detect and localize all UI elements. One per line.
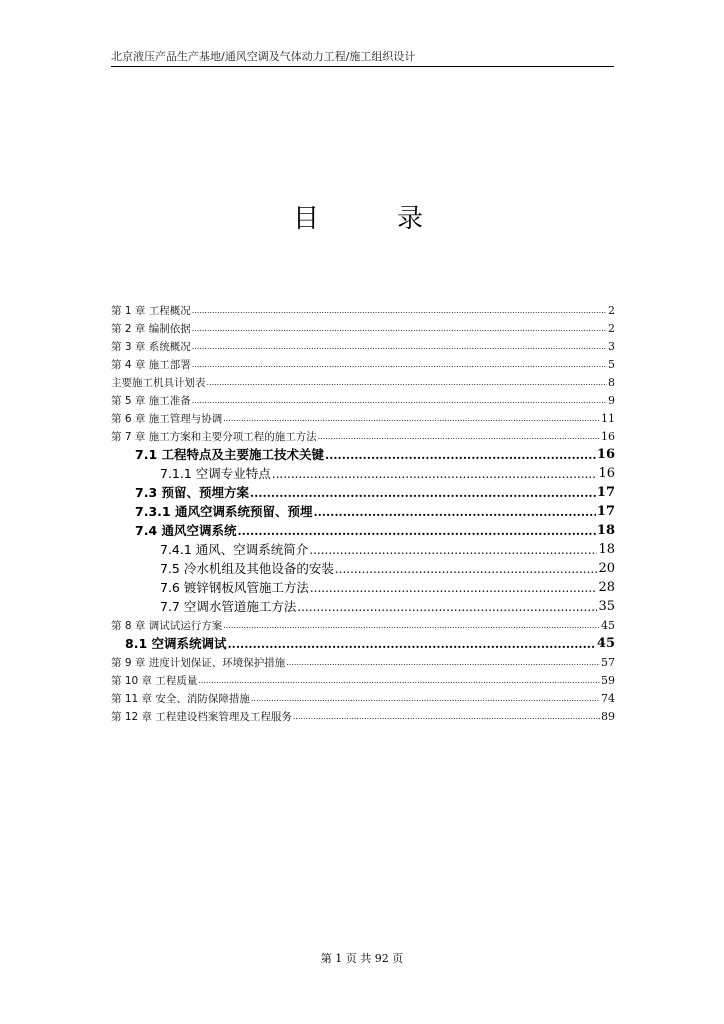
toc-entry-page: 5: [608, 358, 615, 371]
toc-entry[interactable]: [111, 426, 615, 444]
toc-entry-page: 16: [601, 430, 615, 443]
toc-entry[interactable]: [111, 463, 615, 482]
toc-entry[interactable]: [111, 408, 615, 426]
toc-entry-page: 20: [598, 561, 615, 576]
toc-leader-dots: [192, 304, 607, 318]
toc-entry-label: 7.3.1 通风空调系统预留、预埋: [135, 504, 313, 519]
toc-entry-label: 第 8 章 调试试运行方案: [111, 620, 223, 632]
toc-entry[interactable]: [111, 482, 615, 501]
toc-leader-dots: [297, 599, 597, 615]
toc-entry-page: 3: [608, 340, 615, 353]
toc-entry-page: 89: [601, 710, 615, 723]
toc-entry-page: 9: [608, 394, 615, 407]
toc-leader-dots: [325, 447, 596, 463]
toc-entry-page: 45: [596, 636, 615, 651]
toc-entry-label: 第 4 章 施工部署: [111, 359, 191, 371]
toc-entry-page: 18: [596, 523, 615, 538]
toc-entry-label: 第 2 章 编制依据: [111, 323, 191, 335]
toc-entry-label: 7.5 冷水机组及其他设备的安装: [160, 561, 334, 576]
toc-entry[interactable]: [111, 354, 615, 372]
toc-entry[interactable]: [111, 688, 615, 706]
toc-entry-page: 35: [598, 599, 615, 614]
toc-entry-page: 8: [608, 376, 615, 389]
toc-entry-label: 第 5 章 施工准备: [111, 395, 191, 407]
title-char-2: 录: [397, 204, 424, 234]
toc-entry-label: 第 7 章 施工方案和主要分项工程的施工方法: [111, 431, 317, 443]
toc-entry-label: 7.3 预留、预埋方案: [135, 485, 249, 500]
toc-leader-dots: [198, 674, 600, 688]
toc-leader-dots: [192, 322, 607, 336]
page-title: [293, 202, 443, 236]
toc-leader-dots: [223, 412, 600, 426]
toc-entry-label: 8.1 空调系统调试: [125, 636, 227, 651]
toc-entry-label: 7.4.1 通风、空调系统简介: [160, 542, 309, 557]
toc-entry[interactable]: [111, 539, 615, 558]
toc-entry-label: 第 11 章 安全、消防保障措施: [111, 693, 250, 705]
toc-entry-page: 28: [598, 580, 615, 595]
page-footer: 第 1 页 共 92 页: [320, 952, 404, 965]
toc-entry-page: 74: [601, 692, 615, 705]
toc-entry-label: 7.7 空调水管道施工方法: [160, 599, 297, 614]
toc-entry-label: 第 12 章 工程建设档案管理及工程服务: [111, 711, 292, 723]
toc-leader-dots: [293, 710, 600, 724]
toc-entry-page: 2: [608, 322, 615, 335]
toc-leader-dots: [192, 340, 607, 354]
toc-entry[interactable]: [111, 596, 615, 615]
toc-entry[interactable]: [111, 520, 615, 539]
toc-leader-dots: [272, 466, 598, 482]
toc-leader-dots: [238, 523, 596, 539]
toc-entry-page: 11: [601, 412, 615, 425]
toc-entry-label: 7.4 通风空调系统: [135, 523, 237, 538]
toc-entry-page: 59: [601, 674, 615, 687]
toc-entry-label: 第 9 章 进度计划保证、环境保护措施: [111, 657, 286, 669]
toc-entry-page: 45: [601, 619, 615, 632]
toc-entry-page: 16: [598, 466, 615, 481]
toc-entry[interactable]: [111, 336, 615, 354]
toc-entry-label: 第 3 章 系统概况: [111, 341, 191, 353]
toc-entry-label: 主要施工机具计划表: [111, 377, 206, 389]
toc-leader-dots: [318, 430, 600, 444]
table-of-contents: [111, 300, 615, 724]
toc-leader-dots: [192, 358, 607, 372]
toc-entry-page: 17: [596, 485, 615, 500]
toc-entry-page: 17: [596, 504, 615, 519]
toc-entry[interactable]: [111, 558, 615, 577]
toc-entry-label: 7.6 镀锌钢板风管施工方法: [160, 580, 309, 595]
toc-entry[interactable]: [111, 577, 615, 596]
toc-entry-label: 第 10 章 工程质量: [111, 675, 198, 687]
toc-entry[interactable]: [111, 444, 615, 463]
toc-entry-page: 18: [598, 542, 615, 557]
toc-leader-dots: [286, 656, 600, 670]
toc-entry-page: 2: [608, 304, 615, 317]
toc-entry-label: 第 6 章 施工管理与协调: [111, 413, 223, 425]
running-header: 北京液压产品生产基地/通风空调及气体动力工程/施工组织设计: [111, 50, 416, 63]
toc-entry[interactable]: [111, 652, 615, 670]
toc-entry[interactable]: [111, 318, 615, 336]
toc-leader-dots: [192, 394, 607, 408]
toc-entry[interactable]: [111, 390, 615, 408]
toc-entry[interactable]: [111, 633, 615, 652]
toc-entry[interactable]: [111, 706, 615, 724]
toc-entry-label: 第 1 章 工程概况: [111, 305, 191, 317]
toc-leader-dots: [310, 580, 598, 596]
toc-leader-dots: [207, 376, 608, 390]
toc-entry[interactable]: [111, 670, 615, 688]
toc-leader-dots: [335, 561, 598, 577]
toc-entry-label: 7.1 工程特点及主要施工技术关键: [135, 447, 324, 462]
toc-leader-dots: [251, 692, 600, 706]
toc-entry[interactable]: [111, 615, 615, 633]
toc-entry[interactable]: [111, 372, 615, 390]
toc-leader-dots: [223, 619, 600, 633]
toc-leader-dots: [228, 636, 596, 652]
toc-entry[interactable]: [111, 501, 615, 520]
title-char-1: 目: [293, 204, 320, 234]
toc-leader-dots: [309, 542, 597, 558]
toc-entry-page: 16: [596, 447, 615, 462]
toc-leader-dots: [313, 504, 595, 520]
toc-entry-label: 7.1.1 空调专业特点: [160, 466, 271, 481]
header-divider: [111, 66, 614, 67]
toc-entry-page: 57: [601, 656, 615, 669]
toc-leader-dots: [250, 485, 596, 501]
toc-entry[interactable]: [111, 300, 615, 318]
